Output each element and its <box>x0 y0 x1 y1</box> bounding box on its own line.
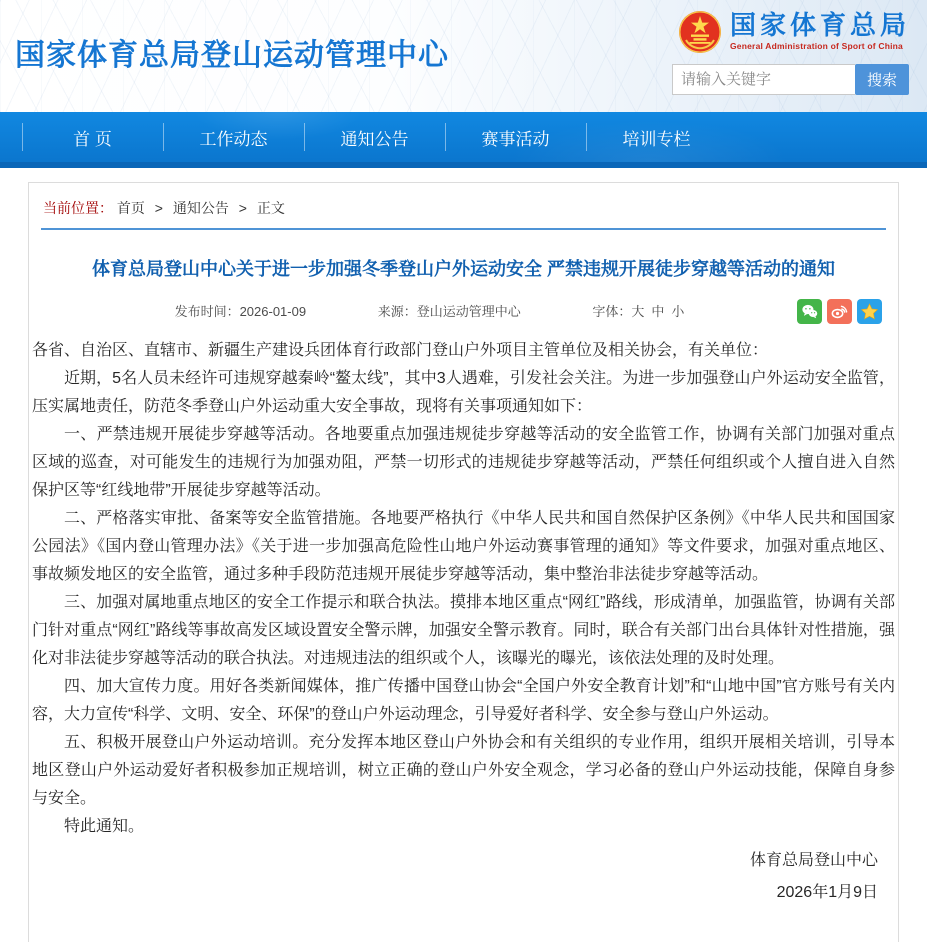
main-nav <box>0 112 927 162</box>
weibo-share-icon[interactable] <box>827 299 852 324</box>
article-paragraph: 五、积极开展登山户外运动培训。充分发挥本地区登山户外协会和有关组织的专业作用，组织开展相关培训，引导本地区登山户外运动爱好者积极参加正规培训，树立正确的登山户外安全观念，学习必备的登山户外运动技能，保障自身参与安全。 <box>32 734 895 807</box>
site-header <box>0 0 927 112</box>
article-paragraph: 三、加强对属地重点地区的安全工作提示和联合执法。摸排本地区重点“网红”路线，形成清单，加强监管，协调有关部门针对重点“网红”路线等事故高发区域设置安全警示牌，加强安全警示教育。同时，联合有关部门出台具体针对性措施，强化对非法徒步穿越等活动的联合执法。对违规违法的组织或个人，该曝光的曝光，该依法处理的及时处理。 <box>32 594 895 667</box>
font-size-large[interactable]: 大 <box>631 304 645 319</box>
logo-text <box>730 10 910 51</box>
article-paragraph: 特此通知。 <box>64 818 145 835</box>
breadcrumb <box>29 183 898 228</box>
nav-item-training[interactable]: 培训专栏 <box>586 112 727 162</box>
breadcrumb-underline <box>41 228 886 230</box>
article-meta <box>29 299 898 325</box>
font-size-medium[interactable]: 中 <box>651 304 665 319</box>
article-title: 体育总局登山中心关于进一步加强冬季登山户外运动安全 严禁违规开展徒步穿越等活动的通知 <box>92 259 835 279</box>
logo-subtitle: General Administration of Sport of China <box>730 41 903 51</box>
font-size-small[interactable]: 小 <box>671 304 685 319</box>
breadcrumb-prefix: 当前位置： <box>43 200 113 216</box>
font-size-control: 字体：大 中 小 <box>592 304 685 319</box>
breadcrumb-home[interactable]: 首页 <box>116 200 145 216</box>
nav-item-notices[interactable]: 通知公告 <box>304 112 445 162</box>
article-paragraph: 各省、自治区、直辖市、新疆生产建设兵团体育行政部门登山户外项目主管单位及相关协会，有关单位： <box>32 342 769 359</box>
search-input[interactable] <box>672 64 855 95</box>
site-title: 国家体育总局登山运动管理中心 <box>15 39 449 72</box>
signature: 体育总局登山中心 <box>749 852 878 869</box>
publish-date: 发布时间：2026-01-09 <box>174 304 307 319</box>
wechat-share-icon[interactable] <box>797 299 822 324</box>
content-box <box>28 182 899 942</box>
article-paragraph: 四、加大宣传力度。用好各类新闻媒体，推广传播中国登山协会“全国户外安全教育计划”和“山地中国”官方账号有关内容，大力宣传“科学、文明、安全、环保”的登山户外运动理念，引导爱好者科学、安全参与登山户外运动。 <box>32 678 895 723</box>
breadcrumb-current: 正文 <box>256 200 285 216</box>
search-button[interactable]: 搜索 <box>855 64 909 95</box>
breadcrumb-notices[interactable]: 通知公告 <box>172 200 229 216</box>
gasc-logo[interactable] <box>678 10 910 54</box>
share-icons <box>797 299 882 324</box>
national-emblem-icon <box>678 10 722 54</box>
signature-block <box>29 845 898 909</box>
font-size-options <box>631 304 684 319</box>
nav-item-events[interactable]: 赛事活动 <box>445 112 586 162</box>
article-source: 来源：登山运动管理中心 <box>377 304 521 319</box>
article-paragraph: 一、严禁违规开展徒步穿越等活动。各地要重点加强违规徒步穿越等活动的安全监管工作，协调有关部门加强对重点区域的巡查，对可能发生的违规行为加强劝阻，严禁一切形式的违规徒步穿越等活动，严禁任何组织或个人擅自进入自然保护区等“红线地带”开展徒步穿越等活动。 <box>32 426 895 499</box>
nav-underline <box>0 162 927 168</box>
nav-item-home[interactable]: 首 页 <box>22 112 163 162</box>
breadcrumb-separator: > <box>154 200 163 216</box>
qzone-share-icon[interactable] <box>857 299 882 324</box>
article-paragraph: 近期，5名人员未经许可违规穿越秦岭“鳌太线”，其中3人遇难，引发社会关注。为进一步加强登山户外运动安全监管，压实属地责任，防范冬季登山户外运动重大安全事故，现将有关事项通知如下： <box>32 370 895 415</box>
article-body <box>29 337 898 841</box>
breadcrumb-separator: > <box>238 200 247 216</box>
logo-title: 国家体育总局 <box>730 10 911 40</box>
signature-date: 2026年1月9日 <box>776 884 878 901</box>
search-bar <box>672 64 909 95</box>
article-paragraph: 二、严格落实审批、备案等安全监管措施。各地要严格执行《中华人民共和国自然保护区条例》《中华人民共和国国家公园法》《国内登山管理办法》《关于进一步加强高危险性山地户外运动赛事管理的通知》等文件要求，加强对重点地区、事故频发地区的安全监管，通过多种手段防范违规开展徒步穿越等活动，集中整治非法徒步穿越等活动。 <box>32 510 895 583</box>
nav-item-work-news[interactable]: 工作动态 <box>163 112 304 162</box>
